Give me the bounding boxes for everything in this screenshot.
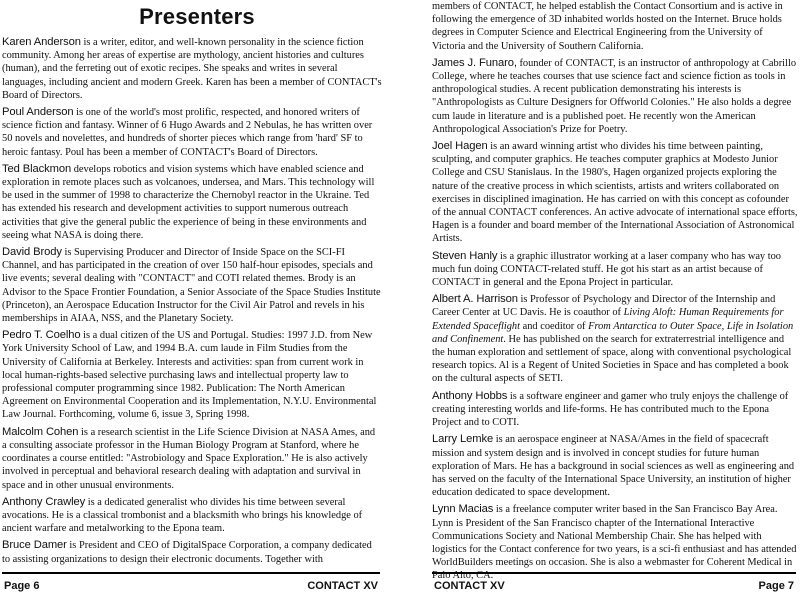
presenter-description: is an award winning artist who divides his time between painting, sculpting, and computer graphics. He teaches computer graphics at Modesto Junior College and CSU Stanislaus. In the 1980's, Hagen organized projects exploring the nature of the creative process in which scientists, artists and writers collaborated on exercises in disciplined imagination. He has carried on with this concept as cofounder of the annual CONTACT conferences. An active advocate of international space efforts, Hagen is a founder and board member of the International Association of Astronomical Artists. [432,141,798,245]
presenter-bio [2,106,382,159]
page-footer [2,572,380,598]
presenter-description: is a freelance computer writer based in the San Francisco Bay Area. Lynn is President of the San Francisco chapter of the International Interactive Communications Society and National Membership Chair. She has helped with logistics for the Contact conference for two years, is a sci-fi enthusiast and has attended WorldBuilders meetings on occasion. She is also a webmaster for Coherent Medical in Palo Alto, CA. [432,504,797,582]
presenter-bio [2,496,382,536]
presenter-bio [2,539,382,565]
presenter-description: . He has published on the search for extraterrestrial intelligence and the human exploration and settlement of space, along with conventional psychological research topics. Al is a Regent of United Societies in Space and has completed a book on the cultural aspects of SETI. [432,333,792,385]
presenter-bio [2,163,382,242]
presenter-description: is a software engineer and gamer who truly enjoys the challenge of creating interesting worlds and life-forms. He has contributed much to the Epona Project and to COTI. [432,390,789,429]
book-title: Living Aloft: Human Requirements for Extended Spaceflight [432,307,784,332]
presenter-description: is Supervising Producer and Director of Inside Space on the SCI-FI Channel, and has participated in the creation of over 150 half-hour episodes, specials and live events; several dealing with "CONTACT" and COTI related themes. Brody is an Advisor to the Space Frontier Foundation, a Senior Associate of the Space Studies Institute (Princeton), an Aerospace Education Instructor for the Civil Air Patrol and revels in his memberships in AIAA, NSS, and the Planetary Society. [2,247,381,325]
page-number: Page 6 [4,580,40,592]
page-footer [432,572,796,598]
presenter-name: James J. Funaro, [432,56,517,69]
presenter-name: Joel Hagen [432,140,488,153]
presenter-bio [432,390,798,430]
presenter-name: Poul Anderson [2,106,74,119]
book-title: From Antarctica to Outer Space, Life in Isolation and Confinement [432,320,794,345]
left-page-content [2,0,382,570]
presenter-description: is an aerospace engineer at NASA/Ames in the field of spacecraft mission and system design and is involved in concept studies for future human exploration of Mars. He has a background in social sciences as well as engineering and has served on the faculty of the International Space University, an institution of higher education dedicated to space development. [432,434,795,499]
presenter-bio [2,246,382,325]
presenter-description: is one of the world's most prolific, respected, and honored writers of science fiction and fantasy. Winner of 6 Hugo Awards and 2 Nebulas, he has written over 50 novels and novelettes, and hundreds of shorter pieces which range from 'hard' SF to heroic fantasy. Poul has been a member of CONTACT's Board of Directors. [2,107,373,158]
publication-name: CONTACT XV [434,580,505,592]
presenter-description: is a dual citizen of the US and Portugal. Studies: 1997 J.D. from New York University School of Law, and 1994 B.A. cum laude in Film Studies from the University of California at Berkeley. Interests and activities: span from current work in local human-rights-based selective purchasing laws and intellectual property law to professional computer programming since 1982. Publication: The North American Agreement on Environmental Cooperation and its Implementation, N.Y.U. Environmental Law Journal. Forthcoming, volume 6, issue 3, Spring 1998. [2,330,377,421]
presenter-name: Ted Blackmon [2,162,72,175]
presenter-bio [432,293,798,385]
presenter-name: Karen Anderson [2,36,81,48]
right-page-content [432,0,798,587]
bio-continuation: members of CONTACT, he helped establish the Contact Consortium and is active in following the emergence of 3D inhabited worlds hosted on the Internet. Bruce holds degrees in Computer Science and Electrical Engineering from the University of Victoria and the University of Southern California. [432,1,783,52]
presenter-description: and coeditor of [520,320,589,332]
presenter-bio [432,433,798,499]
presenter-bio [432,503,798,582]
presenter-name: Anthony Crawley [2,495,86,508]
presenter-bio [432,250,798,290]
presenter-bio [2,329,382,421]
presenter-bio [432,57,798,136]
presenter-name: Anthony Hobbs [432,389,508,402]
presenter-description: founder of CONTACT, is an instructor of anthropology at Cabrillo College, where he teaches courses that use science fact and science fiction as tools in anthropological studies. A recent publication demonstrating his interests is "Anthropologists as Culture Designers for Offworld Colonies." He also holds a degree cum laude in literature and is a published poet. He recently won the American Anthropological Association's Prize for Poetry. [432,57,797,135]
presenter-description: is President and CEO of DigitalSpace Corporation, a company dedicated to assisting organizations to design their electronic documents. Together with [2,540,372,565]
presenter-bio [2,36,382,102]
presenter-description: is a research scientist in the Life Science Division at NASA Ames, and a consulting associate professor in the Human Biology Program at Stanford, where he coordinates a course entitled: "Astrobiology and Space Exploration." He is also actively involved in perceptual and behavioral research dealing with adaptation and survival in space and in other unusual environments. [2,426,376,491]
presenter-description: develops robotics and vision systems which have enabled science and exploration in remote places such as volcanoes, undersea, and Mars. This technology will be used in the summer of 1998 to characterize the Chernobyl reactor in the Ukraine. Ted has extended his research and development activities to support numerous outreach activities that give the general public the experience of being in these environments and seeing what NASA is doing there. [2,163,375,241]
presenter-description: is a graphic illustrator working at a laser company who has way too much fun doing CONTACT-related stuff. He got his start as an artist because of CONTACT in general and the Epona Project in particular. [432,250,782,289]
presenter-name: Steven Hanly [432,249,498,262]
presenter-name: David Brody [2,246,62,259]
page-title: Presenters [139,4,255,29]
presenter-description: is a dedicated generalist who divides his time between several avocations. He is a classical trombonist and a blacksmith who brings his knowledge of ancient warfare and metalworking to the Epona team. [2,496,363,535]
right-page [400,0,800,598]
publication-name: CONTACT XV [307,580,378,592]
presenter-description: is Professor of Psychology and Director of the Internship and Career Center at UC Davis. He is coauthor of [432,294,776,319]
presenter-name: Larry Lemke [432,433,494,446]
presenter-bio [432,140,798,246]
presenter-name: Albert A. Harrison [432,293,518,306]
presenter-name: Malcolm Cohen [2,425,79,438]
presenter-name: Lynn Macias [432,503,494,516]
presenter-name: Bruce Damer [2,539,67,552]
presenter-description: is a writer, editor, and well-known personality in the science fiction community. Among her areas of expertise are mythology, ancient histories and cultures (human), and the ferreting out of exotic recipes. She speaks and writes in several languages, including ancient and modern Greek. Karen has been a member of CONTACT's Board of Directors. [2,37,382,101]
page-number: Page 7 [758,580,794,592]
presenter-name: Pedro T. Coelho [2,329,81,342]
presenter-bio [2,426,382,492]
